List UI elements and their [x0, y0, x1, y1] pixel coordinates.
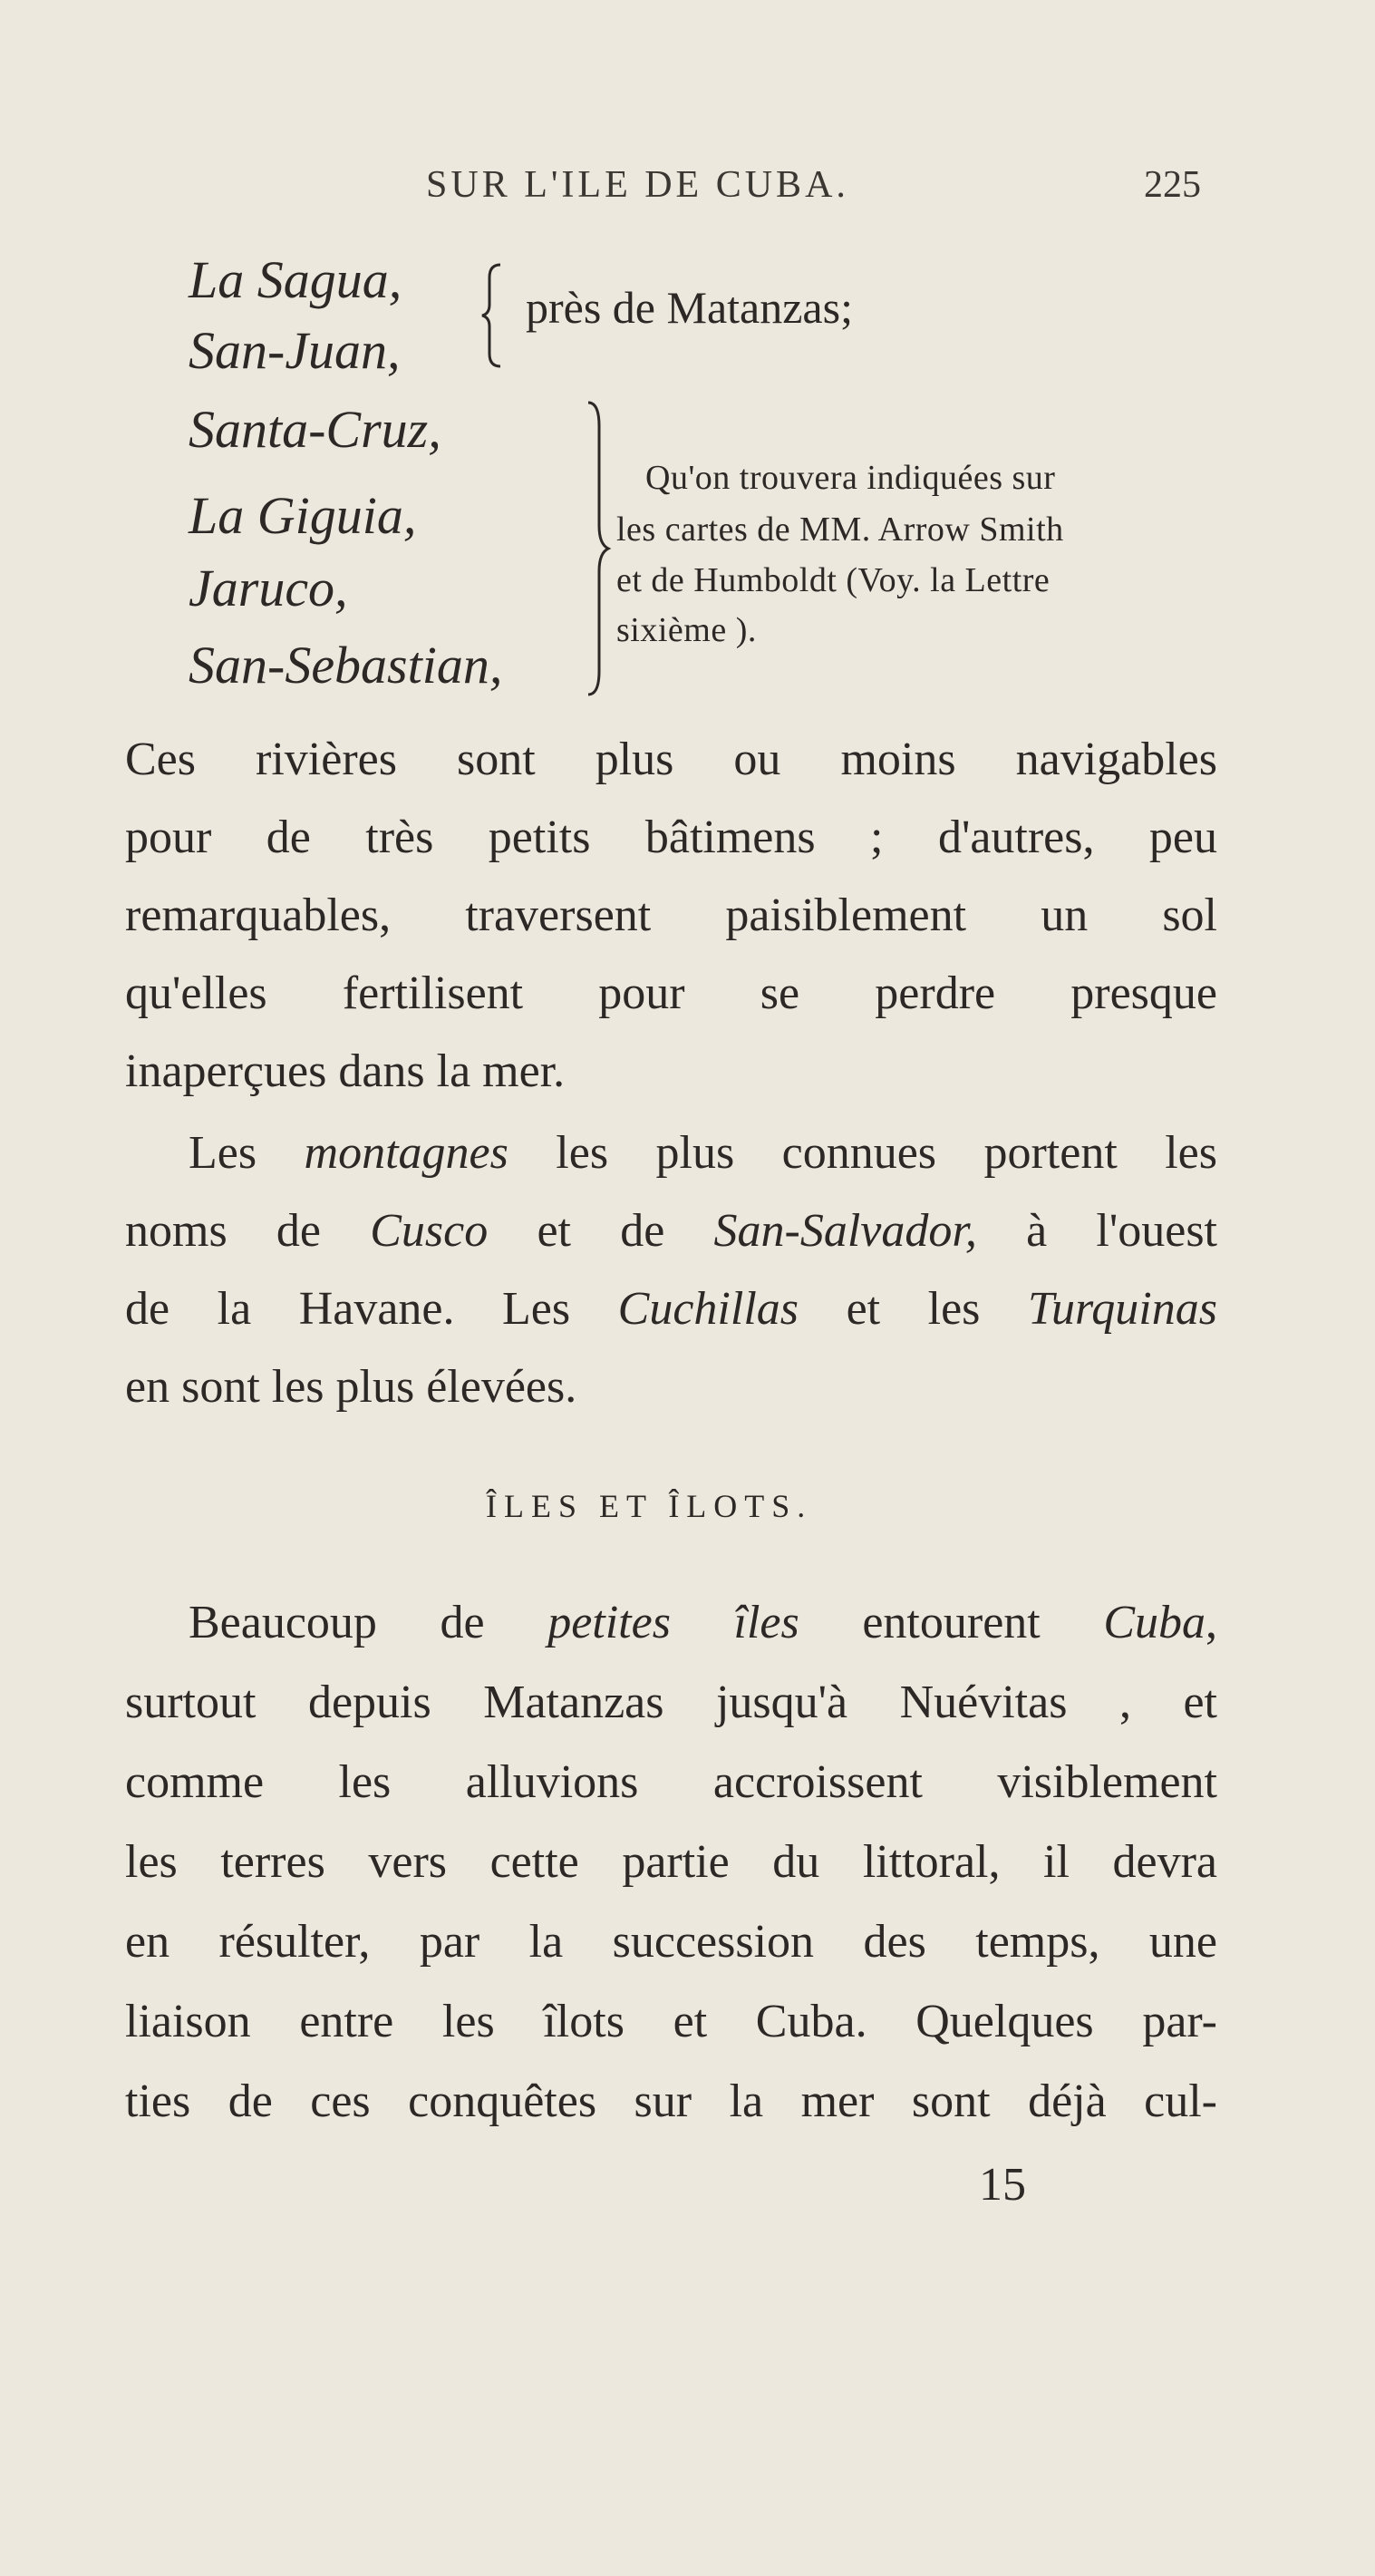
- list-item-jaruco: Jaruco,: [189, 559, 348, 617]
- paragraph1-line-1: Ces rivières sont plus ou moins navigables: [125, 734, 1217, 785]
- group2-note-line-2: les cartes de MM. Arrow Smith: [616, 510, 1064, 549]
- paragraph2-line-4: en sont les plus élevées.: [125, 1361, 577, 1413]
- group2-note-line-1: Qu'on trouvera indiquées sur: [645, 459, 1056, 497]
- paragraph3-line-2: surtout depuis Matanzas jusqu'à Nuévitas , et: [125, 1677, 1217, 1728]
- group1-note: près de Matanzas;: [526, 282, 853, 333]
- paragraph2-line-3: de la Havane. Les Cuchillas et les Turquinas: [125, 1283, 1217, 1335]
- page-number: 225: [1144, 164, 1201, 206]
- paragraph3-line-4: les terres vers cette partie du littoral, il devra: [125, 1836, 1217, 1888]
- paragraph3-line-5: en résulter, par la succession des temps, une: [125, 1916, 1217, 1968]
- brace-icon: [480, 261, 508, 370]
- running-head: SUR L'ILE DE CUBA.: [426, 164, 849, 206]
- section-heading: ÎLES ET ÎLOTS.: [486, 1488, 813, 1524]
- paragraph3-line-7: ties de ces conquêtes sur la mer sont déjà cul-: [125, 2075, 1217, 2127]
- group2-note-line-4: sixième ).: [616, 611, 757, 649]
- list-item-la-giguia: La Giguia,: [189, 486, 417, 545]
- paragraph3-line-1: Beaucoup de petites îles entourent Cuba,: [189, 1597, 1217, 1648]
- list-item-santa-cruz: Santa-Cruz,: [189, 400, 441, 459]
- paragraph3-line-3: comme les alluvions accroissent visiblement: [125, 1756, 1217, 1808]
- paragraph2-line-2: noms de Cusco et de San-Salvador, à l'ouest: [125, 1205, 1217, 1257]
- list-item-san-sebastian: San-Sebastian,: [189, 636, 503, 695]
- group2-note-line-3: et de Humboldt (Voy. la Lettre: [616, 561, 1051, 599]
- signature-mark: 15: [979, 2159, 1026, 2211]
- paragraph1-line-5: inaperçues dans la mer.: [125, 1045, 566, 1097]
- paragraph1-line-3: remarquables, traversent paisiblement un sol: [125, 889, 1217, 941]
- list-item-la-sagua: La Sagua,: [189, 250, 402, 309]
- list-item-san-juan: San-Juan,: [189, 321, 401, 380]
- paragraph2-line-1: Les montagnes les plus connues portent les: [189, 1127, 1217, 1179]
- brace-icon: [576, 399, 612, 698]
- paragraph1-line-4: qu'elles fertilisent pour se perdre presque: [125, 967, 1217, 1019]
- paragraph3-line-6: liaison entre les îlots et Cuba. Quelques par-: [125, 1996, 1217, 2047]
- paragraph1-line-2: pour de très petits bâtimens ; d'autres, peu: [125, 812, 1217, 863]
